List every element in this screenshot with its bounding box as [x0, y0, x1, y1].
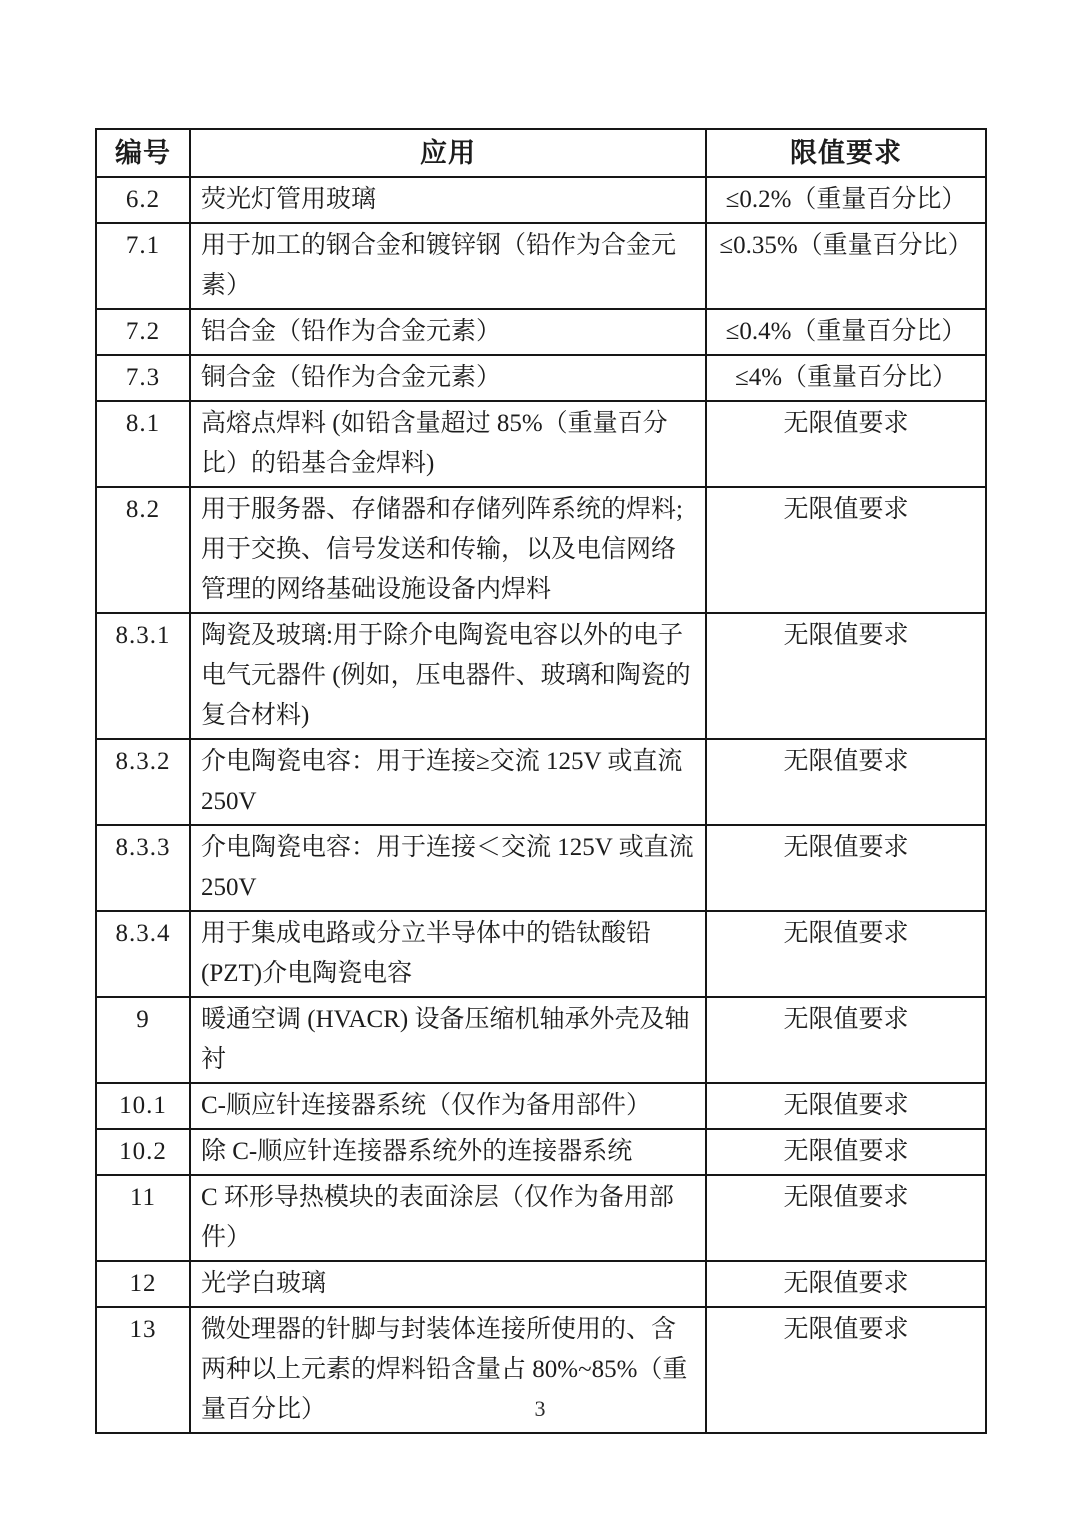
application-cell: C-顺应针连接器系统（仅作为备用部件）	[190, 1083, 706, 1129]
limit-cell: 无限值要求	[706, 401, 986, 487]
table-row	[96, 487, 986, 613]
header-limit: 限值要求	[706, 129, 986, 177]
row-id-cell: 10.1	[96, 1083, 190, 1129]
table-row	[96, 613, 986, 739]
table-row	[96, 223, 986, 309]
limit-cell: 无限值要求	[706, 1129, 986, 1175]
limit-cell: 无限值要求	[706, 739, 986, 825]
row-id-cell: 8.3.3	[96, 825, 190, 911]
application-cell: 介电陶瓷电容：用于连接＜交流 125V 或直流 250V	[190, 825, 706, 911]
application-cell: 用于加工的钢合金和镀锌钢（铅作为合金元素）	[190, 223, 706, 309]
row-id-cell: 8.3.4	[96, 911, 190, 997]
limit-cell: 无限值要求	[706, 1261, 986, 1307]
limit-cell: 无限值要求	[706, 997, 986, 1083]
table-row	[96, 1083, 986, 1129]
application-cell: 陶瓷及玻璃:用于除介电陶瓷电容以外的电子电气元器件 (例如，压电器件、玻璃和陶瓷的复合材料)	[190, 613, 706, 739]
limit-cell: ≤0.4%（重量百分比）	[706, 309, 986, 355]
application-cell: C 环形导热模块的表面涂层（仅作为备用部件）	[190, 1175, 706, 1261]
application-cell: 铜合金（铅作为合金元素）	[190, 355, 706, 401]
limit-cell: 无限值要求	[706, 487, 986, 613]
application-cell: 荧光灯管用玻璃	[190, 177, 706, 223]
row-id-cell: 9	[96, 997, 190, 1083]
table-header-row	[96, 129, 986, 177]
table-row	[96, 997, 986, 1083]
row-id-cell: 7.2	[96, 309, 190, 355]
table-body	[96, 177, 986, 1433]
limit-cell: 无限值要求	[706, 1307, 986, 1433]
row-id-cell: 12	[96, 1261, 190, 1307]
table-row	[96, 911, 986, 997]
table-row	[96, 1261, 986, 1307]
lead-limit-table	[95, 128, 987, 1434]
limit-cell: 无限值要求	[706, 613, 986, 739]
application-cell: 高熔点焊料 (如铅含量超过 85%（重量百分比）的铅基合金焊料)	[190, 401, 706, 487]
table-row	[96, 1175, 986, 1261]
table-row	[96, 1129, 986, 1175]
application-cell: 微处理器的针脚与封装体连接所使用的、含两种以上元素的焊料铅含量占 80%~85%（重量百分比）	[190, 1307, 706, 1433]
table-row	[96, 355, 986, 401]
row-id-cell: 8.2	[96, 487, 190, 613]
limit-cell: 无限值要求	[706, 911, 986, 997]
row-id-cell: 13	[96, 1307, 190, 1433]
table-row	[96, 401, 986, 487]
row-id-cell: 8.1	[96, 401, 190, 487]
limit-cell: 无限值要求	[706, 825, 986, 911]
header-application: 应用	[190, 129, 706, 177]
application-cell: 介电陶瓷电容：用于连接≥交流 125V 或直流 250V	[190, 739, 706, 825]
row-id-cell: 7.3	[96, 355, 190, 401]
limit-cell: ≤0.35%（重量百分比）	[706, 223, 986, 309]
row-id-cell: 6.2	[96, 177, 190, 223]
application-cell: 用于集成电路或分立半导体中的锆钛酸铅(PZT)介电陶瓷电容	[190, 911, 706, 997]
application-cell: 暖通空调 (HVACR) 设备压缩机轴承外壳及轴衬	[190, 997, 706, 1083]
table-row	[96, 739, 986, 825]
application-cell: 铝合金（铅作为合金元素）	[190, 309, 706, 355]
application-cell: 除 C-顺应针连接器系统外的连接器系统	[190, 1129, 706, 1175]
row-id-cell: 8.3.1	[96, 613, 190, 739]
row-id-cell: 7.1	[96, 223, 190, 309]
limit-cell: ≤4%（重量百分比）	[706, 355, 986, 401]
row-id-cell: 11	[96, 1175, 190, 1261]
limit-cell: 无限值要求	[706, 1175, 986, 1261]
row-id-cell: 10.2	[96, 1129, 190, 1175]
table-row	[96, 177, 986, 223]
application-cell: 光学白玻璃	[190, 1261, 706, 1307]
header-id: 编号	[96, 129, 190, 177]
table-row	[96, 309, 986, 355]
application-cell: 用于服务器、存储器和存储列阵系统的焊料; 用于交换、信号发送和传输，以及电信网络管理的网络基础设施设备内焊料	[190, 487, 706, 613]
row-id-cell: 8.3.2	[96, 739, 190, 825]
page-number: 3	[534, 1396, 546, 1421]
limit-cell: ≤0.2%（重量百分比）	[706, 177, 986, 223]
table-row	[96, 825, 986, 911]
limit-cell: 无限值要求	[706, 1083, 986, 1129]
